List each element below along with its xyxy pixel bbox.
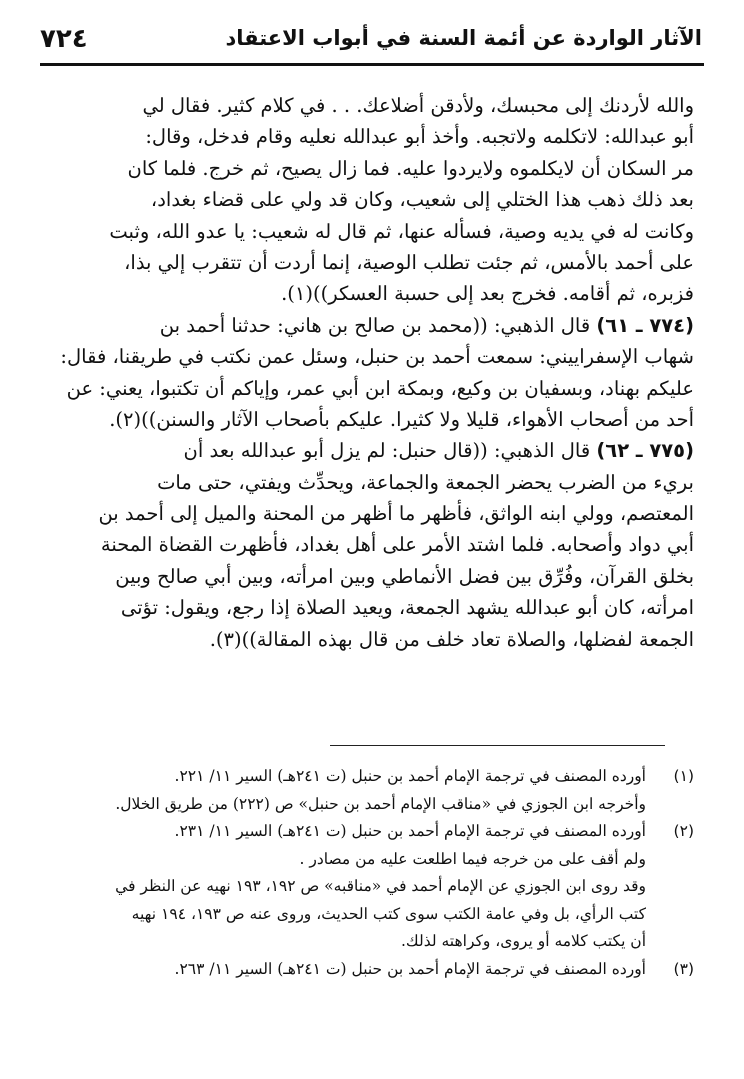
footnote-text: أن يكتب كلامه أو يروى، وكراهته لذلك. xyxy=(401,932,646,950)
footnote-2-line xyxy=(55,818,694,846)
footnote-number: (١) xyxy=(673,767,694,785)
footnote-text: ولم أقف على من خرجه فيما اطلعت عليه من مصادر . xyxy=(299,849,646,868)
footnote-text: أورده المصنف في ترجمة الإمام أحمد بن حنبل (ت ٢٤١هـ) السير ١١/ ٢٢١. xyxy=(174,767,646,785)
entry-775-first-line xyxy=(50,435,694,466)
running-title: الآثار الواردة عن أئمة السنة في أبواب الاعتقاد xyxy=(225,26,702,50)
page-header xyxy=(40,22,702,62)
text-line: شهاب الإسفراييني: سمعت أحمد بن حنبل، وسئل عمن نكتب في طريقنا، فقال: xyxy=(60,345,694,369)
text-line: مر السكان أن لايكلموه ولايردوا عليه. فما زال يصيح، ثم خرج. فلما كان xyxy=(127,156,694,180)
text-line: امرأته، كان أبو عبدالله يشهد الجمعة، ويعيد الصلاة إذا رجع، ويقول: تؤتى xyxy=(120,596,694,620)
text-line: فزبره، ثم أقامه. فخرج بعد إلى حسبة العسكر))(١). xyxy=(281,282,694,306)
text-line: وكانت له في يديه وصية، فسأله عنها، ثم قال له شعيب: يا عدو الله، وثبت xyxy=(109,219,694,243)
text-line: عليكم بهناد، وبسفيان بن وكيع، وبمكة ابن أبي عمر، وإياكم أن تكتبوا، يعني: عن xyxy=(66,376,694,400)
footnotes xyxy=(55,763,694,983)
footnote-3-line xyxy=(55,956,694,984)
text-line: على أحمد بالأمس، ثم جئت تطلب الوصية، إنما أردت أن تتقرب إلي بذا، xyxy=(124,250,694,274)
footnote-text: أورده المصنف في ترجمة الإمام أحمد بن حنبل (ت ٢٤١هـ) السير ١١/ ٢٣١. xyxy=(174,822,646,840)
text-line: أبو عبدالله: لاتكلمه ولاتجبه. وأخذ أبو عبدالله نعليه وقام فدخل، وقال: xyxy=(145,125,694,149)
entry-774-first-line xyxy=(50,310,694,341)
footnote-text: وأخرجه ابن الجوزي في «مناقب الإمام أحمد بن حنبل» ص (٢٢٢) من طريق الخلال. xyxy=(115,794,646,813)
footnote-text: أورده المصنف في ترجمة الإمام أحمد بن حنبل (ت ٢٤١هـ) السير ١١/ ٢٦٣. xyxy=(174,959,646,978)
entry-number-774: (٧٧٤ ـ ٦١) xyxy=(596,313,694,337)
text-line: بعد ذلك ذهب هذا الختلي إلى شعيب، وكان قد ولي على قضاء بغداد، xyxy=(150,188,694,212)
footnote-1-line xyxy=(55,763,694,791)
header-rule xyxy=(40,63,704,66)
text-line: بخلق القرآن، وفُرِّق بين فضل الأنماطي وبين امرأته، وبين أبي صالح وبين xyxy=(115,564,694,588)
entry-number-775: (٧٧٥ ـ ٦٢) xyxy=(596,439,694,463)
page-number: ٧٢٤ xyxy=(40,24,88,54)
text-line: أبي دواد وأصحابه. فلما اشتد الأمر على أهل بغداد، فأظهرت القضاة المحنة xyxy=(100,533,694,557)
main-text xyxy=(50,90,694,655)
footnote-number: (٢) xyxy=(673,822,694,840)
text-line: والله لأردنك إلى محبسك، ولأدقن أضلاعك. . . في كلام كثير. فقال لي xyxy=(142,94,694,117)
text-line: بريء من الضرب يحضر الجمعة والجماعة، ويحدِّث ويفتي، حتى مات xyxy=(157,470,694,494)
text-segment: قال الذهبي: ((محمد بن صالح بن هاني: حدثنا أحمد بن xyxy=(159,313,597,337)
footnote-text: كتب الرأي، بل وفي عامة الكتب سوى كتب الحديث، وروى عنه ص ١٩٣، ١٩٤ نهيه xyxy=(131,904,646,923)
footnote-number: (٣) xyxy=(673,959,694,978)
footnote-text: وقد روى ابن الجوزي عن الإمام أحمد في «مناقبه» ص ١٩٢، ١٩٣ نهيه عن النظر في xyxy=(115,877,646,895)
footnote-separator xyxy=(330,745,665,746)
text-segment: قال الذهبي: ((قال حنبل: لم يزل أبو عبدالله بعد أن xyxy=(183,439,597,463)
text-line: أحد من أصحاب الأهواء، قليلا ولا كثيرا. عليكم بأصحاب الآثار والسنن))(٢). xyxy=(109,407,694,431)
text-line: المعتصم، وولي ابنه الواثق، فأظهر ما أظهر من المحنة والميل إلى أحمد بن xyxy=(98,502,694,526)
text-line: الجمعة لفضلها، والصلاة تعاد خلف من قال بهذه المقالة))(٣). xyxy=(209,627,694,651)
